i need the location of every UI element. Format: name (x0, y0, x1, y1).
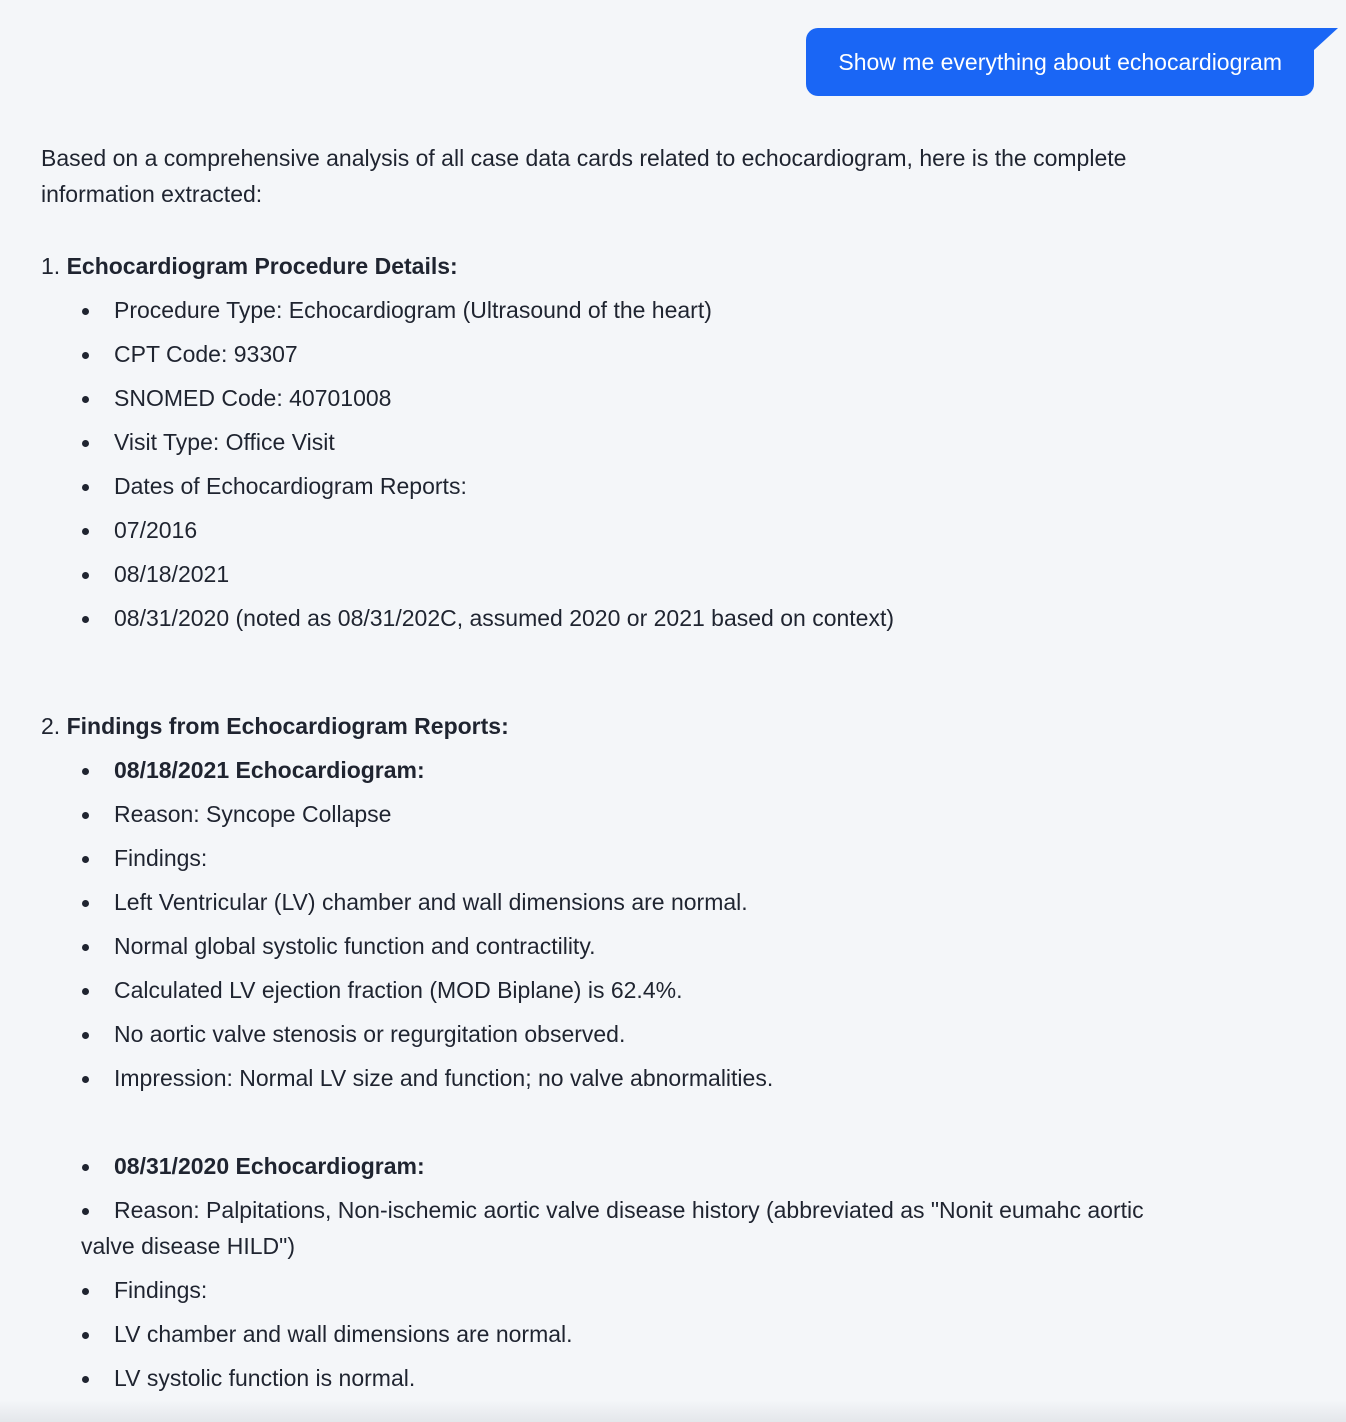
list-item: 08/31/2020 (noted as 08/31/202C, assumed 2020 or 2021 based on context) (41, 600, 1151, 636)
list-item: LV systolic function is normal. (41, 1360, 1151, 1396)
section-1-number: 1. (41, 253, 61, 279)
report-1-heading: 08/18/2021 Echocardiogram: (41, 752, 1151, 788)
list-item: Procedure Type: Echocardiogram (Ultrasound of the heart) (41, 292, 1151, 328)
spacer (41, 644, 1151, 708)
list-item: Visit Type: Office Visit (41, 424, 1151, 460)
user-message-text: Show me everything about echocardiogram (838, 49, 1282, 75)
report-2-heading: 08/31/2020 Echocardiogram: (41, 1148, 1151, 1184)
list-item: Impression: Normal LV size and function; no valve abnormalities. (41, 1060, 1151, 1096)
list-item: CPT Code: 93307 (41, 336, 1151, 372)
section-2-title (41, 708, 1151, 744)
user-message-bubble (806, 28, 1314, 96)
response-intro: Based on a comprehensive analysis of all case data cards related to echocardiogram, here is the complete information extracted: (41, 145, 1127, 207)
scroll-fade (0, 1400, 1346, 1422)
list-item: Dates of Echocardiogram Reports: (41, 468, 1151, 504)
report-1-list (41, 752, 1151, 1096)
list-item: Calculated LV ejection fraction (MOD Biplane) is 62.4%. (41, 972, 1151, 1008)
list-item: 07/2016 (41, 512, 1151, 548)
list-item: Reason: Palpitations, Non-ischemic aortic valve disease history (abbreviated as "Nonit eumahc aortic valve disease HILD") (41, 1192, 1151, 1264)
list-item: Left Ventricular (LV) chamber and wall dimensions are normal. (41, 884, 1151, 920)
list-item: 08/18/2021 (41, 556, 1151, 592)
section-1-list (41, 292, 1151, 636)
list-item: Reason: Syncope Collapse (41, 796, 1151, 832)
report-2-list (41, 1148, 1151, 1396)
list-item: No aortic valve stenosis or regurgitation observed. (41, 1016, 1151, 1052)
section-2-heading: Findings from Echocardiogram Reports: (66, 713, 509, 739)
assistant-response (41, 140, 1151, 1404)
section-2-number: 2. (41, 713, 61, 739)
list-item: SNOMED Code: 40701008 (41, 380, 1151, 416)
list-item: LV chamber and wall dimensions are normal. (41, 1316, 1151, 1352)
spacer (41, 1104, 1151, 1148)
section-1-heading: Echocardiogram Procedure Details: (66, 253, 458, 279)
list-item: Normal global systolic function and contractility. (41, 928, 1151, 964)
list-item: Findings: (41, 840, 1151, 876)
section-1-title (41, 248, 1151, 284)
list-item: Findings: (41, 1272, 1151, 1308)
